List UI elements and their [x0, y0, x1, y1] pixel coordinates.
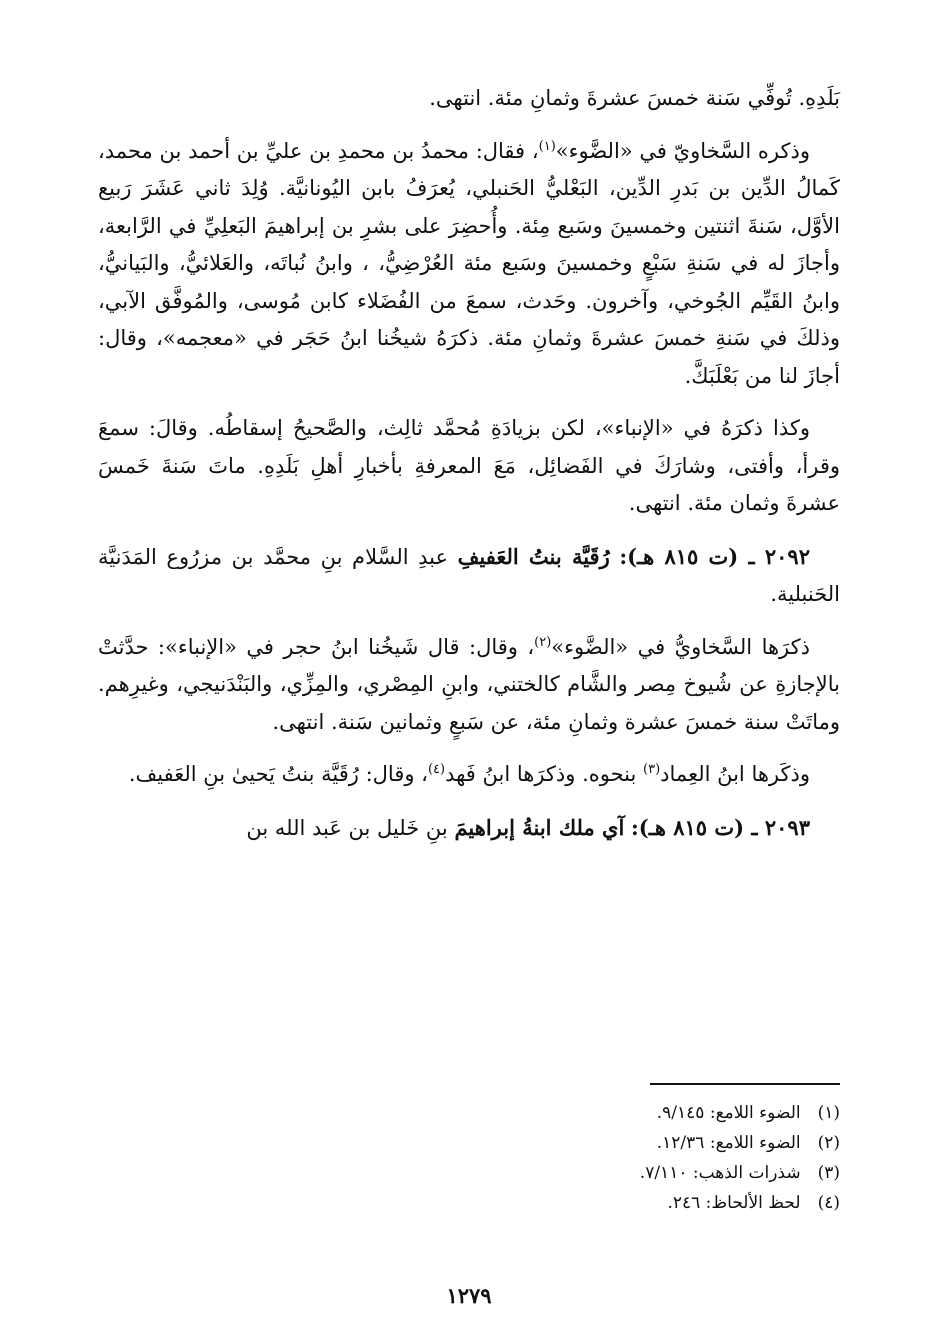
main-text — [98, 80, 840, 847]
paragraph-1: بَلَدِهِ. تُوفِّي سَنة خمسَ عشرةَ وثمانِ مئة. انتهى. — [429, 86, 840, 110]
entry-2092: ٢٠٩٢ ـ (ت ٨١٥ هـ): رُقَيَّة بنتُ العَفيفِ عبدِ السَّلام بنِ محمَّد بن مزرُوع المَدَنيَّة الحَنبلية. — [98, 543, 840, 606]
footnote-4: (٤) لحظ الألحاظ: ٢٤٦. — [667, 1193, 840, 1213]
paragraph-5: وذكَرها ابنُ العِماد$^{(٣)}$ بنحوه. وذكرَها ابنُ فَهد$^{(٤)}$، وقال: رُقَيَّة بنتُ يَحيىٰ بنِ العَفيف. — [128, 762, 810, 786]
footnote-ref-2[interactable]: (٢) — [534, 634, 552, 650]
footnote-3: (٣) شذرات الذهب: ٧/١١٠. — [639, 1163, 840, 1183]
footnote-1: (١) الضوء اللامع: ٩/١٤٥. — [656, 1103, 840, 1123]
footnote-ref-1[interactable]: (١) — [538, 138, 556, 154]
paragraph-3: وكذا ذكرَهُ في «الإنباء»، لكن بزيادَةِ مُحمَّد ثالِث، والصَّحيحُ إسقاطُه. وقالَ: سمعَ وقرأ، وأفتى، وشارَكَ في الفَضائِل، مَعَ المعرفةِ بأخبارِ أهلِ بَلَدِهِ. ماتَ سَنةَ خَمسَ عشرةَ وثمان مئة. انتهى. — [98, 416, 840, 515]
entry-number: ٢٠٩٣ ـ (ت ٨١٥ هـ): — [631, 814, 810, 840]
entry-name: رُقَيَّة بنتُ العَفيفِ — [457, 543, 610, 569]
footnotes — [98, 1098, 840, 1218]
entry-name: آي ملك ابنةُ إبراهيمَ — [454, 814, 625, 840]
footnote-ref-3[interactable]: (٣) — [643, 762, 661, 777]
entry-number: ٢٠٩٢ ـ (ت ٨١٥ هـ): — [619, 543, 810, 569]
paragraph-4: ذكرَها السَّخاويُّ في «الضَّوء»$^{(٢)}$، وقال: قال شَيخُنا ابنُ حجر في «الإنباء»: حدَّثتْ بالإجازةِ عن شُيوخ مِصر والشَّام كالختني، وابنِ المِصْري، والمِزِّي، والبَنْدَنيجي، وغيرِهم. وماتَتْ سنة خمسَ عشرة وثمانِ مئة، عن سَبعٍ وثمانين سَنة. انتهى. — [98, 634, 840, 734]
page-number: ١٢٧٩ — [446, 1283, 492, 1308]
entry-2093: ٢٠٩٣ ـ (ت ٨١٥ هـ): آي ملك ابنةُ إبراهيمَ بنِ خَليل بن عَبد الله بن — [246, 814, 810, 840]
footnote-divider — [650, 1083, 840, 1085]
footnote-ref-4[interactable]: (٤) — [427, 762, 446, 777]
paragraph-2: وذكره السَّخاويّ في «الضَّوء»$^{(١)}$، فقال: محمدُ بن محمدِ بن عليِّ بن أحمد بن محمد، كَمالُ الدِّين بن بَدرِ الدِّين، البَعْليُّ الحَنبلي، يُعرَفُ بابن اليُونانيَّة. وُلِدَ ثاني عَشَرَ رَبيع الأوَّل، سَنةَ اثنتين وخمسينَ وسَبع مِئة. وأُحضِرَ على بشرِ بن إبراهيمَ البَعلِيِّ في الرَّابعة، وأجازَ له في سَنةِ سَبْعٍ وخمسينَ وسَبع مئة العُرْضِيُّ، ، وابنُ نُباتَه، والعَلائيُّ، والبَيانيُّ، وابنُ القَيِّم الجُوخي، وآخرون. وحَدث، سمعَ من الفُضَلاء كابن مُوسى، والمُوفَّق الآبي، وذلكَ في سَنةِ خمسَ عشرةَ وثمانِ مئة. ذكرَهُ شيخُنا ابنُ حَجَر في «معجمه»، وقال: أجازَ لنا من بَعْلَبَكَّ. — [98, 138, 840, 388]
footnote-2: (٢) الضوء اللامع: ١٢/٣٦. — [656, 1133, 840, 1153]
